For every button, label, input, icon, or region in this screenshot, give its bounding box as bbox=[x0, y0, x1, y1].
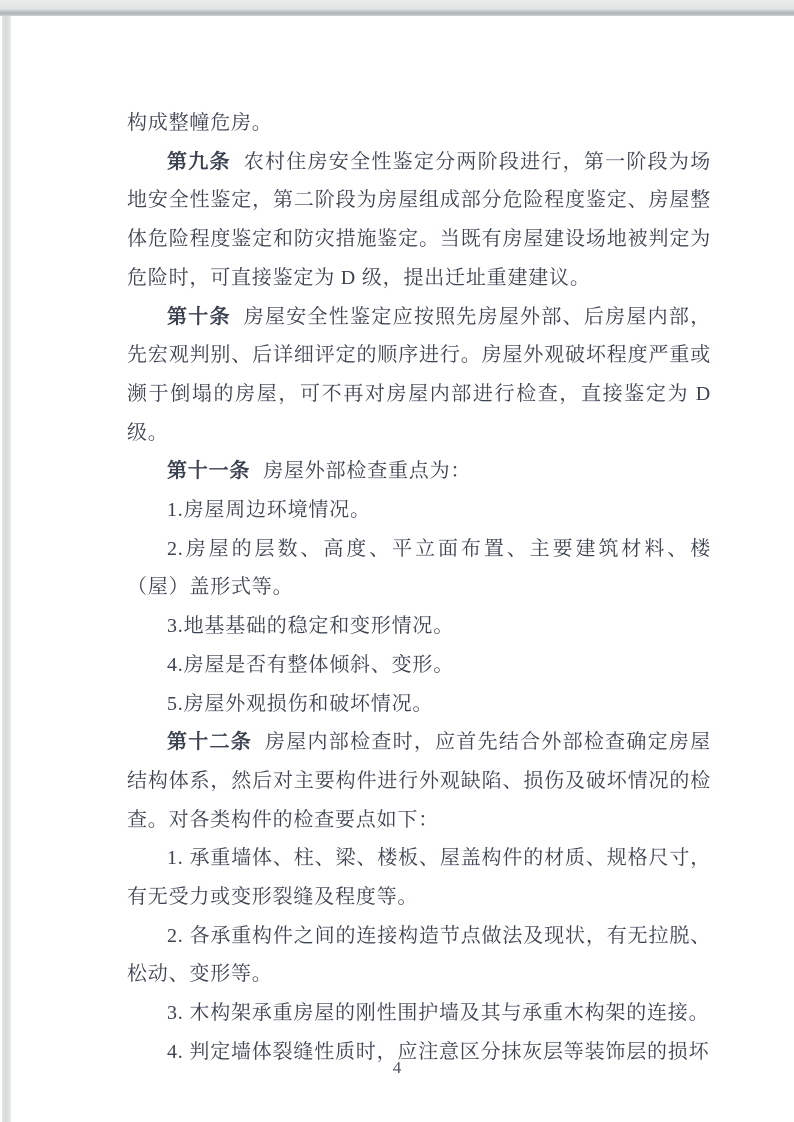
paragraph-text: 4. 判定墙体裂缝性质时，应注意区分抹灰层等装饰层的损坏 bbox=[167, 1040, 710, 1063]
paragraph bbox=[127, 723, 711, 839]
paragraph bbox=[127, 917, 711, 994]
article-number: 第十二条 bbox=[167, 731, 253, 754]
paragraph bbox=[127, 530, 711, 607]
paragraph-text: 3.地基基础的稳定和变形情况。 bbox=[167, 615, 454, 638]
paragraph-text: 1.房屋周边环境情况。 bbox=[167, 499, 371, 522]
paragraph-text: 房屋外部检查重点为： bbox=[263, 460, 472, 483]
article-number: 第十一条 bbox=[167, 460, 251, 483]
paragraph-text: 房屋安全性鉴定应按照先房屋外部、后房屋内部，先宏观判别、后详细评定的顺序进行。房屋外观破坏程度严重或濒于倒塌的房屋，可不再对房屋内部进行检查，直接鉴定为 D 级。 bbox=[127, 305, 711, 444]
paragraph-text: 2. 各承重构件之间的连接构造节点做法及现状，有无拉脱、松动、变形等。 bbox=[127, 924, 711, 986]
paragraph bbox=[127, 491, 711, 530]
paragraph-text: 2.房屋的层数、高度、平立面布置、主要建筑材料、楼（屋）盖形式等。 bbox=[127, 537, 711, 599]
paragraph-text: 3. 木构架承重房屋的刚性围护墙及其与承重木构架的连接。 bbox=[167, 1002, 710, 1025]
page-number: 4 bbox=[392, 1058, 402, 1077]
document-body bbox=[127, 104, 711, 1072]
paragraph bbox=[127, 994, 711, 1033]
paragraph-text: 房屋内部检查时，应首先结合外部检查确定房屋结构体系，然后对主要构件进行外观缺陷、损伤及破坏情况的检查。对各类构件的检查要点如下： bbox=[127, 731, 711, 831]
paragraph bbox=[127, 646, 711, 685]
paragraph-text: 农村住房安全性鉴定分两阶段进行，第一阶段为场地安全性鉴定，第二阶段为房屋组成部分危险程度鉴定、房屋整体危险程度鉴定和防灾措施鉴定。当既有房屋建设场地被判定为危险时，可直接鉴定为 D 级，提出迁址重建建议。 bbox=[127, 150, 711, 289]
paragraph bbox=[127, 839, 711, 916]
paragraph bbox=[127, 452, 711, 491]
paragraph bbox=[127, 607, 711, 646]
paragraph-text: 4.房屋是否有整体倾斜、变形。 bbox=[167, 653, 454, 676]
paragraph bbox=[127, 685, 711, 724]
paragraph-text: 1. 承重墙体、柱、梁、楼板、屋盖构件的材质、规格尺寸，有无受力或变形裂缝及程度等。 bbox=[127, 847, 711, 909]
paragraph-text: 5.房屋外观损伤和破坏情况。 bbox=[167, 692, 434, 715]
paragraph bbox=[127, 104, 711, 143]
paragraph-text: 构成整幢危房。 bbox=[127, 112, 273, 134]
scan-top-edge bbox=[0, 0, 794, 16]
article-number: 第十条 bbox=[167, 305, 231, 328]
paragraph bbox=[127, 298, 711, 453]
scan-left-edge bbox=[2, 16, 11, 1122]
paragraph bbox=[127, 143, 711, 298]
article-number: 第九条 bbox=[167, 150, 231, 173]
